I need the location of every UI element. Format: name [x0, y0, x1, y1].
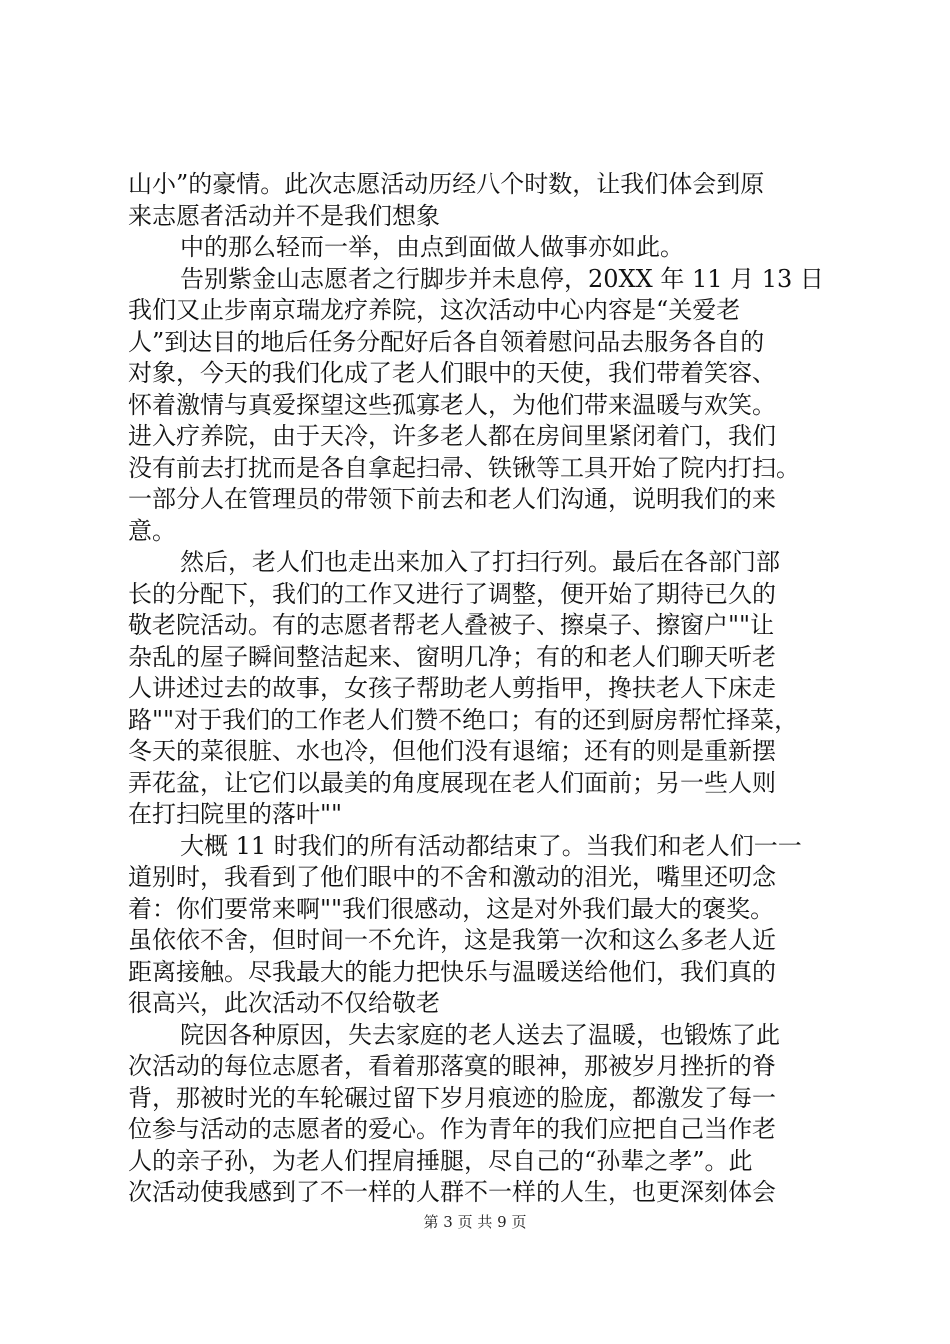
text-line: 然后，老人们也走出来加入了打扫行列。最后在各部门部: [180, 548, 780, 576]
text-line: 山小”的豪情。此次志愿活动历经八个时数，让我们体会到原: [128, 170, 765, 198]
text-line: 弄花盆，让它们以最美的角度展现在老人们面前；另一些人则: [128, 768, 776, 797]
text-line: 意。: [128, 516, 176, 545]
text-line: 人的亲子孙，为老人们捏肩捶腿，尽自己的“孙辈之孝”。此: [128, 1146, 753, 1175]
text-line: 人”到达目的地后任务分配好后各自领着慰问品去服务各自的: [128, 327, 765, 356]
text-line: 没有前去打扰而是各自拿起扫帚、铁锹等工具开始了院内打扫。: [128, 453, 800, 482]
text-line: 人讲述过去的故事，女孩子帮助老人剪指甲，搀扶老人下床走: [128, 674, 776, 702]
text-line: 着：你们要常来啊""我们很感动，这是对外我们最大的褒奖。: [128, 894, 775, 923]
text-line: 进入疗养院，由于天冷，许多老人都在房间里紧闭着门，我们: [128, 422, 776, 450]
text-line: 次活动的每位志愿者，看着那落寞的眼神，那被岁月挫折的脊: [128, 1052, 776, 1080]
text-line: 怀着激情与真爱探望这些孤寡老人，为他们带来温暖与欢笑。: [128, 390, 776, 419]
text-line: 虽依依不舍，但时间一不允许，这是我第一次和这么多老人近: [128, 926, 776, 954]
text-line: 敬老院活动。有的志愿者帮老人叠被子、擦桌子、擦窗户""让: [128, 611, 775, 639]
text-line: 对象，今天的我们化成了老人们眼中的天使，我们带着笑容、: [128, 359, 776, 387]
body-text: [128, 169, 830, 1209]
text-line: 我们又止步南京瑞龙疗养院，这次活动中心内容是“关爱老: [128, 296, 741, 324]
text-line: 距离接触。尽我最大的能力把快乐与温暖送给他们，我们真的: [128, 957, 776, 986]
text-line: 道别时，我看到了他们眼中的不舍和激动的泪光，嘴里还叨念: [128, 863, 776, 891]
text-line: 冬天的菜很脏、水也冷，但他们没有退缩；还有的则是重新摆: [128, 737, 776, 765]
text-line: 位参与活动的志愿者的爱心。作为青年的我们应把自己当作老: [128, 1115, 776, 1143]
text-line: 背，那被时光的车轮碾过留下岁月痕迹的脸庞，都激发了每一: [128, 1083, 776, 1112]
text-line: 大概 11 时我们的所有活动都结束了。当我们和老人们一一: [180, 831, 802, 860]
text-line: 路""对于我们的工作老人们赞不绝口；有的还到厨房帮忙择菜，: [128, 705, 799, 734]
text-line: 杂乱的屋子瞬间整洁起来、窗明几净；有的和老人们聊天听老: [128, 642, 776, 671]
text-line: 来志愿者活动并不是我们想象: [128, 201, 440, 230]
text-line: 院因各种原因，失去家庭的老人送去了温暖，也锻炼了此: [180, 1020, 780, 1049]
text-line: 次活动使我感到了不一样的人群不一样的人生，也更深刻体会: [128, 1178, 776, 1206]
text-line: 在打扫院里的落叶"": [128, 800, 343, 828]
text-line: 一部分人在管理员的带领下前去和老人们沟通，说明我们的来: [128, 485, 776, 513]
text-line: 中的那么轻而一举，由点到面做人做事亦如此。: [180, 233, 684, 261]
text-line: 很高兴，此次活动不仅给敬老: [128, 989, 440, 1017]
text-line: 长的分配下，我们的工作又进行了调整，便开始了期待已久的: [128, 579, 776, 608]
text-line: 告别紫金山志愿者之行脚步并未息停，20XX 年 11 月 13 日: [180, 264, 824, 293]
page-footer: 第 3 页 共 9 页: [423, 1213, 527, 1231]
